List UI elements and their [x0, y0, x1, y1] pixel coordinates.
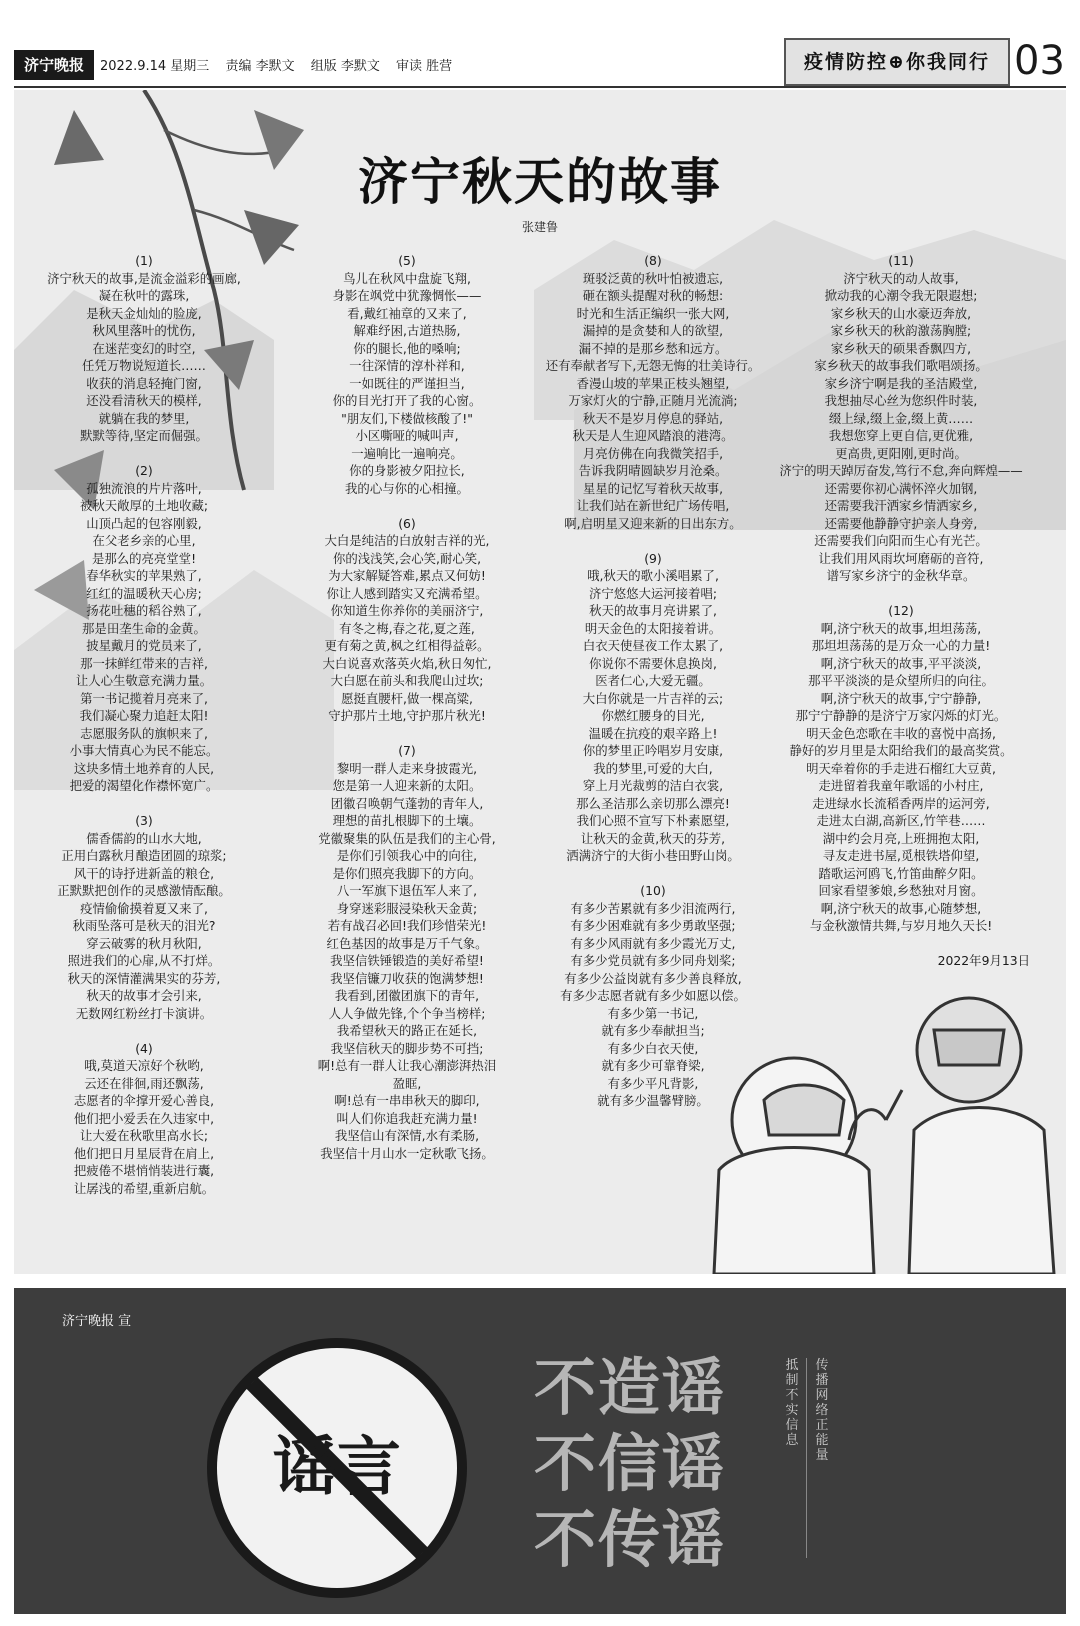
poem-line: 我想抽尽心丝为您织件时装, [824, 393, 978, 408]
poem-line: 漏掉的是贪婪和人的欲望, [582, 323, 724, 338]
poem-line: 鸟儿在秋风中盘旋飞翔, [343, 270, 471, 286]
poem-stanza [770, 602, 1032, 935]
poem-line: 踏歌运河鸥飞,竹笛曲醉夕阳。 [818, 865, 984, 881]
poem-stanza [276, 742, 538, 1162]
poem-line: 有多少公益岗就有多少善良释放, [564, 970, 742, 986]
poem-line: 任凭万物说短道长…… [82, 358, 206, 373]
slogan-3: 不传谣 [534, 1503, 727, 1576]
poem-line: 这块多情土地养育的人民, [73, 760, 215, 776]
poem-line: 大白说喜欢落英火焰,秋日匆忙, [322, 655, 492, 671]
poem-line: 啊!总有一群人让我心潮澎湃热泪 [317, 1058, 497, 1073]
anti-rumor-banner [14, 1288, 1066, 1614]
poem-line: 还有奉献者写下,无怨无悔的壮美诗行。 [545, 358, 761, 373]
poem-line: 啊,济宁秋天的故事,心随梦想, [820, 900, 982, 916]
poem-line: 在迷茫变幻的时空, [92, 340, 196, 356]
poem-line: 解难纾困,古道热肠, [353, 323, 461, 338]
poem-line: 红红的温暖秋天心房; [86, 585, 202, 601]
poem-line: 那是田垄生命的金黄。 [82, 620, 206, 636]
poem-line: 缀上绿,缀上金,缀上黄…… [828, 410, 974, 426]
stanza-number: (5) [398, 253, 416, 268]
poem-line: 家乡秋天的山水豪迈奔放, [830, 305, 972, 321]
poem-line: 就有多少可靠脊梁, [601, 1058, 705, 1073]
poem-line: 人人争做先锋,个个争当榜样; [328, 1005, 486, 1021]
editor-credit: 责编 李默文 [225, 59, 295, 74]
poem-line: 他们把小爱丢在久违家中, [73, 1110, 215, 1126]
poem-line: 我们心照不宣写下朴素愿望, [576, 813, 730, 828]
poem-column-2 [276, 252, 538, 1180]
poem-line: 让我们用风雨坎坷磨砺的音符, [818, 550, 984, 566]
poem-line: 你的身影被夕阳拉长, [349, 463, 465, 478]
poem-line: 明天金色恋歌在丰收的喜悦中高扬, [806, 725, 996, 741]
poem-line: 看,戴红袖章的又来了, [347, 305, 467, 321]
poem-line: 寻友走进书屋,觅根铁塔仰望, [822, 848, 980, 863]
poem-line: 身穿迷彩服浸染秋天金黄; [336, 900, 478, 916]
poem-line: 还需要我们向阳而生心有光芒。 [814, 533, 988, 548]
poem-line: 被秋天敞厚的土地收藏; [79, 498, 209, 513]
poem-line: 那么圣洁那么亲切那么漂亮! [576, 795, 730, 811]
page-number: 03 [1014, 38, 1065, 84]
poem-line: 有多少苦累就有多少泪流两行, [570, 900, 736, 916]
slogan-2: 不信谣 [534, 1427, 727, 1500]
poem-line: 第一书记揽着月亮来了, [80, 690, 208, 706]
poem-line: 你说你不需要休息换岗, [589, 655, 717, 671]
poem-line: 让孱浅的希望,重新启航。 [73, 1180, 215, 1196]
poem-line: 有冬之梅,春之花,夏之莲, [339, 620, 475, 636]
poem-line: 大白是纯洁的白放射吉祥的光, [324, 533, 490, 548]
stanza-number: (2) [135, 463, 153, 478]
poem-line: 穿上月光裁剪的洁白衣裳, [582, 778, 724, 793]
poem-line: 儒香儒韵的山水大地, [86, 830, 202, 846]
poem-stanza [522, 252, 784, 532]
poem-line: 更有菊之黄,枫之红相得益彰。 [324, 638, 490, 653]
poem-line: 你让人感到踏实又充满希望。 [326, 585, 488, 601]
poem-stanza [14, 252, 274, 445]
header-divider [14, 86, 1066, 88]
poem-stanza [522, 550, 784, 865]
vertical-divider [806, 1358, 807, 1558]
sign-text: 谣言 [273, 1431, 401, 1505]
poem-line: 那宁宁静静的是济宁万家闪烁的灯光。 [795, 708, 1007, 723]
poem-line: 与金秋激情共舞,与岁月地久天长! [809, 918, 993, 933]
poem-line: 他们把日月星辰背在肩上, [73, 1145, 215, 1161]
poem-line: 洒满济宁的大街小巷田野山岗。 [566, 848, 740, 863]
poem-line: 时光和生活正编织一张大网, [576, 305, 730, 321]
poem-line: 盈眶, [392, 1075, 422, 1091]
slogans [534, 1350, 726, 1578]
poem-line: 砸在额头提醒对秋的畅想: [582, 288, 724, 303]
poem-line: 月亮仿佛在向我微笑招手, [582, 445, 724, 461]
poem-line: 孤独流浪的片片落叶, [86, 480, 202, 496]
poem-line: 你的浅浅笑,会心笑,耐心笑, [332, 550, 482, 566]
poem-line: 一遍响比一遍响亮。 [351, 445, 463, 461]
poem-line: 把疲倦不堪悄悄装进行囊, [73, 1163, 215, 1178]
poem-line: 我的梦里,可爱的大白, [593, 760, 713, 776]
section-title: 疫情防控⊕你我同行 [784, 38, 1010, 86]
vertical-slogan-right: 传播网络正能量 [815, 1358, 829, 1463]
poem-line: 大白你就是一片吉祥的云; [582, 690, 724, 706]
poem-line: 一往深情的淳朴祥和, [349, 358, 465, 373]
poem-line: 秋天的深情灌满果实的芬芳, [67, 970, 221, 986]
poem-line: 理想的苗扎根脚下的土壤。 [332, 813, 482, 828]
poem-line: 您是第一人迎来新的太阳。 [332, 778, 482, 793]
poem-stanza [522, 882, 784, 1110]
poem-line: 有多少党员就有多少同舟划桨; [570, 953, 736, 968]
poem-line: 我们凝心聚力追赶太阳! [79, 708, 209, 723]
poem-line: 有多少困难就有多少勇敢坚强; [570, 918, 736, 933]
poem-line: 红色基因的故事是万千气象。 [326, 935, 488, 951]
issue-meta [100, 55, 464, 74]
page-header [14, 38, 1066, 90]
stanza-number: (6) [398, 515, 416, 531]
poem-line: 家乡秋天的硕果香飘四方, [830, 340, 972, 356]
stanza-number: (4) [135, 1040, 153, 1056]
stanza-number: (9) [644, 550, 662, 566]
article-author: 张建鲁 [521, 220, 558, 234]
poem-line: 你的腿长,他的嗓响; [353, 340, 461, 356]
poem-line: 湖中约会月亮,上班拥抱太阳, [822, 830, 980, 846]
poem-line: 无数网红粉丝打卡演讲。 [75, 1005, 213, 1021]
poem-line: 香漫山坡的苹果正枝头翘望, [576, 375, 730, 391]
poem-line: 明天牵着你的手走进石榴红大豆黄, [806, 760, 996, 776]
poem-line: 我坚信十月山水一定秋歌飞扬。 [320, 1145, 494, 1161]
poem-line: 就躺在我的梦里, [98, 410, 190, 426]
poem-stanza [276, 515, 538, 725]
poem-line: 疫情偷偷摸着夏又来了, [80, 900, 208, 916]
poem-line: 你燃红腰身的目光, [601, 708, 705, 723]
poem-line: 是你们照亮我脚下的方向。 [332, 865, 482, 881]
stanza-number: (7) [398, 743, 416, 758]
poem-line: 愿挺直腰杆,做一棵高粱, [341, 690, 473, 706]
layout-credit: 组版 李默文 [310, 59, 380, 74]
poem-line: 家乡济宁啊是我的圣洁殿堂, [824, 375, 978, 391]
poem-line: 啊,济宁秋天的故事,平平淡淡, [820, 655, 982, 671]
vertical-slogan-left: 抵制不实信息 [785, 1358, 799, 1448]
poem-line: 万家灯火的宁静,正随月光流淌; [568, 393, 738, 408]
article-date: 2022年9月13日 [937, 953, 1030, 968]
poem-line: 照进我们的心扉,从不打烊。 [67, 953, 221, 968]
poem-line: 你知道生你养你的美丽济宁, [330, 603, 484, 618]
poem-line: 你的梦里正吟唱岁月安康, [582, 743, 724, 758]
poem-line: 志愿者的伞撑开爱心善良, [73, 1093, 215, 1108]
article-title: 济宁秋天的故事 [358, 153, 722, 211]
poem-line: 我坚信山有深情,水有柔肠, [334, 1128, 480, 1143]
poem-line: 叫人们你追我赶充满力量! [336, 1110, 478, 1126]
poem-line: 小区嘶哑的喊叫声, [355, 428, 459, 443]
poem-line: 温暖在抗疫的艰辛路上! [588, 725, 718, 741]
poem-line: 一如既往的严谨担当, [349, 375, 465, 391]
poem-line: 家乡秋天的秋韵激荡胸膛; [830, 323, 972, 338]
no-rumor-sign-icon [202, 1333, 472, 1603]
poem-line: 是秋天金灿灿的脸庞, [86, 305, 202, 321]
poem-line: 在父老乡亲的心里, [92, 533, 196, 548]
poem-line: 黎明一群人走来身披霞光, [336, 760, 478, 776]
poem-line: 让人心生敬意充满力量。 [75, 673, 213, 688]
newspaper-logo: 济宁晚报 [14, 50, 94, 80]
poem-line: 秋天的故事才会引来, [86, 988, 202, 1003]
poem-line: 更高贵,更阳刚,更时尚。 [835, 445, 967, 461]
poem-line: 我的心与你的心相撞。 [345, 480, 469, 496]
poem-line: 漏不掉的是那乡愁和远方。 [578, 340, 728, 356]
poem-line: 默默等待,坚定而倔强。 [80, 428, 208, 443]
poem-line: 告诉我阴晴圆缺岁月沧桑。 [578, 463, 728, 478]
poem-line: 是那么的亮亮堂堂! [91, 550, 197, 566]
poem-line: 春华秋实的苹果熟了, [86, 568, 202, 583]
stanza-number: (8) [644, 253, 662, 268]
poem-line: 若有战召必回!我们珍惜荣光! [327, 918, 487, 933]
poem-line: 我坚信铁锤锻造的美好希望! [330, 953, 484, 968]
promo-label: 济宁晚报 宣 [62, 1314, 132, 1329]
review-credit: 审读 胜营 [396, 59, 453, 74]
poem-stanza [14, 812, 274, 1022]
poem-line: 正默默把创作的灵感激情酝酿。 [57, 883, 231, 898]
poem-line: 是你们引领我心中的向往, [336, 848, 478, 863]
poem-stanza [770, 252, 1032, 585]
poem-line: 收获的消息轻掩门窗, [86, 375, 202, 391]
poem-line: 有多少风雨就有多少霞光万丈, [570, 935, 736, 951]
poem-line: 就有多少温馨臂膀。 [597, 1093, 709, 1108]
poem-line: 我坚信秋天的脚步势不可挡; [330, 1040, 484, 1056]
poem-line: 团徽召唤朝气蓬勃的青年人, [330, 795, 484, 811]
poem-line: 云还在徘徊,雨还飘荡, [84, 1075, 204, 1091]
poem-line: 啊,济宁秋天的故事,坦坦荡荡, [820, 620, 982, 636]
poem-line: 穿云破雾的秋月秋阳, [86, 935, 202, 951]
poem-line: 披星戴月的党员来了, [86, 638, 202, 653]
poem-line: 回家看望爹娘,乡愁独对月窗。 [818, 883, 984, 898]
poem-line: 还需要你初心满怀淬火加钢, [824, 480, 978, 496]
poem-stanza [14, 1040, 274, 1198]
poem-line: 有多少平凡背影, [607, 1075, 699, 1091]
poem-line: 大白愿在前头和我爬山过坎; [330, 673, 484, 688]
poem-line: 啊!总有一串串秋天的脚印, [334, 1093, 480, 1108]
stanza-number: (10) [640, 883, 666, 898]
stanza-number: (11) [888, 253, 914, 268]
poem-line: 那坦坦荡荡的是万众一心的力量! [811, 638, 991, 653]
poem-line: 正用白露秋月酿造团圆的琼浆; [61, 848, 227, 863]
poem-line: 把爱的渴望化作襟怀宽广。 [69, 778, 219, 793]
poem-line: 山顶凸起的包容刚毅, [86, 515, 202, 531]
poem-column-1 [14, 252, 274, 1215]
poem-line: 扬花吐穗的稻谷熟了, [86, 603, 202, 618]
poem-line: 谱写家乡济宁的金秋华章。 [826, 568, 976, 583]
poem-line: 秋天是人生迎风踏浪的港湾。 [572, 428, 734, 443]
poem-line: 风干的诗抒进新盖的粮仓, [73, 865, 215, 881]
poem-line: 身影在飒党中犹豫惆怅—— [332, 288, 482, 303]
poem-line: 啊,济宁秋天的故事,宁宁静静, [820, 690, 982, 706]
poem-line: 秋天不是岁月停息的驿站, [582, 410, 724, 426]
poem-line: 斑驳泛黄的秋叶怕被遗忘, [582, 270, 724, 286]
poem-line: 哦,莫道天凉好个秋哟, [84, 1058, 204, 1073]
poem-line: 还需要他静静守护亲人身旁, [824, 515, 978, 531]
poem-line: 还没看清秋天的模样, [86, 393, 202, 408]
poem-line: "朋友们,下楼做核酸了!" [341, 410, 473, 426]
poem-line: 为大家解疑答难,累点又何妨! [328, 568, 486, 583]
poem-line: 让我们站在新世纪广场传唱, [576, 498, 730, 513]
poem-column-3 [522, 252, 784, 1127]
poem-line: 掀动我的心潮令我无限遐想; [824, 288, 978, 303]
stanza-number: (1) [135, 253, 153, 268]
issue-date: 2022.9.14 星期三 [100, 59, 210, 74]
poem-line: 就有多少奉献担当; [601, 1023, 705, 1038]
poem-line: 走进留着我童年歌谣的小村庄, [818, 778, 984, 793]
poem-line: 我想您穿上更自信,更优雅, [828, 428, 974, 443]
poem-column-4 [770, 252, 1032, 970]
slogan-1: 不造谣 [534, 1351, 727, 1424]
poem-line: 党徽聚集的队伍是我们的主心骨, [318, 830, 496, 846]
poem-line: 让大爱在秋歌里高水长; [79, 1128, 209, 1143]
poem-line: 让秋天的金黄,秋天的芬芳, [580, 830, 726, 846]
poem-line: 凝在秋叶的露珠, [98, 288, 190, 303]
poem-line: 哦,秋天的歌小溪唱累了, [587, 568, 719, 583]
poem-line: 星星的记忆写着秋天故事, [582, 480, 724, 496]
poem-line: 明天金色的太阳接着讲。 [584, 620, 722, 636]
poem-line: 有多少白衣天使, [607, 1040, 699, 1056]
poem-line: 医者仁心,大爱无疆。 [595, 673, 711, 688]
poem-line: 走进太白湖,高新区,竹竿巷…… [816, 813, 986, 828]
poem-line: 我看到,团徽团旗下的青年, [334, 988, 480, 1003]
poem-line: 济宁的明天踔厉奋发,笃行不怠,奔向辉煌—— [779, 463, 1023, 478]
poem-line: 静好的岁月里是太阳给我们的最高奖赏。 [789, 743, 1013, 758]
poem-line: 有多少志愿者就有多少如愿以偿。 [560, 988, 746, 1003]
poem-line: 我坚信镰刀收获的饱满梦想! [330, 970, 484, 986]
article-panel [14, 90, 1066, 1274]
poem-line: 小事大情真心为民不能忘。 [69, 743, 219, 758]
poem-line: 守护那片土地,守护那片秋光! [328, 708, 486, 723]
poem-stanza [276, 252, 538, 497]
poem-line: 走进绿水长流稻香两岸的运河旁, [812, 795, 990, 811]
poem-line: 秋风里落叶的忧伤, [92, 323, 196, 338]
poem-line: 济宁秋天的动人故事, [843, 270, 959, 286]
poem-line: 我希望秋天的路正在延长, [336, 1023, 478, 1038]
poem-line: 那平平淡淡的是众望所归的向往。 [808, 673, 994, 688]
poem-line: 八一军旗下退伍军人来了, [336, 883, 478, 898]
stanza-number: (3) [135, 813, 153, 828]
stanza-number: (12) [888, 603, 914, 618]
poem-line: 家乡秋天的故事我们歌唱颂扬。 [814, 358, 988, 373]
poem-line: 那一抹鲜红带来的吉祥, [80, 655, 208, 671]
poem-stanza [14, 462, 274, 795]
poem-line: 有多少第一书记, [607, 1005, 699, 1021]
poem-line: 秋天的故事月亮讲累了, [589, 603, 717, 618]
poem-line: 啊,启明星又迎来新的日出东方。 [564, 515, 742, 531]
poem-line: 白衣天使昼夜工作太累了, [582, 638, 724, 653]
poem-line: 你的目光打开了我的心窗。 [332, 393, 482, 408]
poem-line: 济宁秋天的故事,是流金溢彩的画廊, [47, 270, 241, 286]
poem-line: 济宁悠悠大运河接着唱; [588, 585, 718, 601]
poem-line: 秋雨坠落可是秋天的泪光? [72, 918, 216, 933]
poem-line: 志愿服务队的旗帜来了, [80, 725, 208, 741]
poem-line: 还需要我汗洒家乡情洒家乡, [824, 498, 978, 513]
